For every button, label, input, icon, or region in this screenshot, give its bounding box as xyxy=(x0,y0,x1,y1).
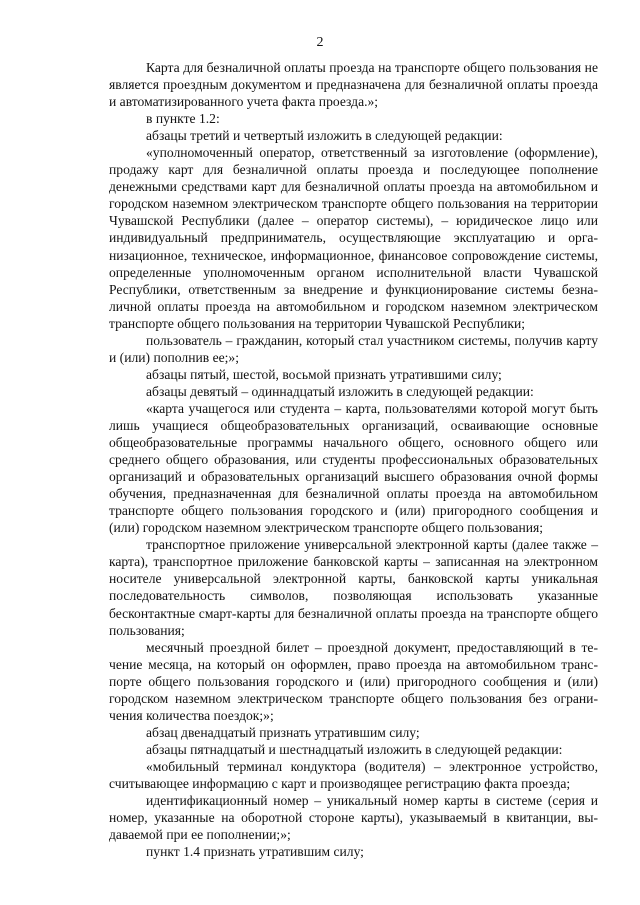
paragraph-abzacy-15-16: абзацы пятнадцатый и шестнадцатый изложить в следующей редакции: xyxy=(146,741,563,757)
paragraph-transport-application: транспортное приложение универсальной электронной карты (далее также – карта), транспортное приложение банковской карты – записанная на электронном носителе универсальной электронной карты, банковской карты уникальная последовательность символов, позволяющая использовать указанные бесконтактные смарт-карты для безналичной оплаты проезда на транспорте общего пользования; xyxy=(109,537,598,638)
paragraph-in-point-1-2: в пункте 1.2: xyxy=(146,111,220,127)
paragraph-abzacy-3-4: абзацы третий и четвертый изложить в следующей редакции: xyxy=(146,128,503,144)
paragraph-monthly-pass: месячный проездной билет – проездной документ, предоставляющий в течение месяца, на который он оформлен, право проезда на автомобильном транспорте общего пользования городского и (или) пригородного сообщения и (или) городском наземном электрическом транспорте общего пользования без ограничения количества поездок;»; xyxy=(109,639,598,723)
paragraph-abzacy-5-6-8-void: абзацы пятый, шестой, восьмой признать утратившими силу; xyxy=(146,366,502,382)
paragraph-point-1-4-void: пункт 1.4 признать утратившим силу; xyxy=(146,844,364,860)
paragraph-abzacy-9-11: абзацы девятый – одиннадцатый изложить в следующей редакции: xyxy=(146,383,534,399)
paragraph-user-definition: пользователь – гражданин, который стал участником системы, получив карту и (или) пополнив ее;»; xyxy=(109,332,598,365)
paragraph-student-card: «карта учащегося или студента – карта, пользователями которой могут быть лишь учащиеся общеобразовательных организаций, осваивающие основные общеобразовательные программы начального общего, основного общего или среднего общего образования, или студенты профессиональных образовательных организаций и образовательных организаций высшего образования очной формы обучения, предназначенная для безналичной оплаты проезда на автомобильном транспорте общего пользования городского и (или) пригородного сообщения и (или) городском наземном электрическом транспорте общего пользования; xyxy=(109,400,598,536)
document-body xyxy=(109,59,598,860)
paragraph-authorized-operator: «уполномоченный оператор, ответственный за изготовление (оформление), продажу карт для безналичной оплаты проезда и последующее пополнение денежными средствами карт для безналичной оплаты проезда на автомобильном и городском наземном электрическом транспорте общего пользования на территории Чувашской Республики (далее – оператор системы), – юридическое лицо или индивидуальный предприниматель, осуществляющие эксплуатацию и организационное, техническое, информационное, финансовое сопровождение системы, определенные уполномоченным органом исполнительной власти Чувашской Республики, ответственным за внедрение и функционирование системы безналичной оплаты проезда на автомобильном и городском наземном электрическом транспорте общего пользования на территории Чувашской Республики; xyxy=(109,145,598,331)
paragraph-abzac-12-void: абзац двенадцатый признать утратившим силу; xyxy=(146,724,420,740)
paragraph-mobile-terminal: «мобильный терминал кондуктора (водителя) – электронное устройство, считывающее информацию с карт и производящее регистрацию факта проезда; xyxy=(109,758,598,791)
page-number: 2 xyxy=(316,35,324,50)
paragraph-card-not-travel-document: Карта для безналичной оплаты проезда на транспорте общего пользования не является проездным документом и предназначена для безналичной оплаты проезда и автоматизированного учета факта проезда.»; xyxy=(109,60,598,110)
paragraph-identification-number: идентификационный номер – уникальный номер карты в системе (серия и номер, указанные на оборотной стороне карты), указываемый в квитанции, выдаваемой при ее пополнении;»; xyxy=(109,793,598,843)
